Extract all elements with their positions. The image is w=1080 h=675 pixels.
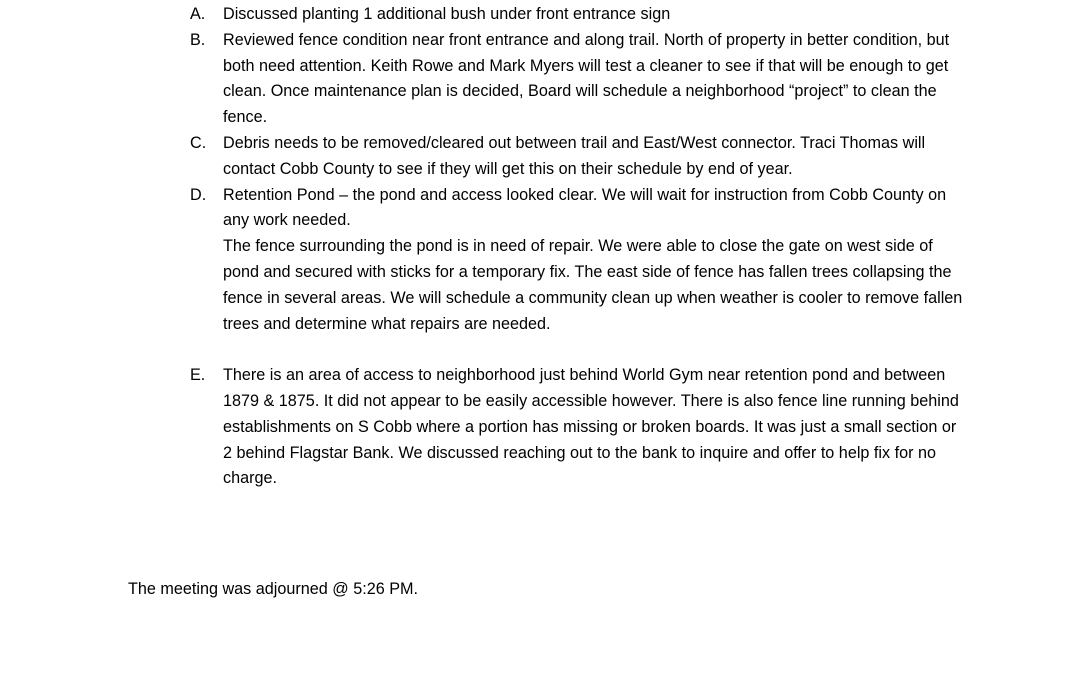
item-text: Discussed planting 1 additional bush under front entrance sign: [223, 5, 671, 23]
blank-line: [190, 337, 965, 363]
item-text-continued: The fence surrounding the pond is in need of repair. We were able to close the gate on west side of pond and secured with sticks for a temporary fix. The east side of fence has fallen trees collapsing the fence in several areas. We will schedule a community clean up when weather is cooler to remove fallen trees and determine what repairs are needed.: [223, 237, 963, 333]
item-text: Retention Pond – the pond and access looked clear. We will wait for instruction from Cobb County on any work needed.: [223, 185, 947, 230]
item-text: Debris needs to be removed/cleared out between trail and East/West connector. Traci Thomas will contact Cobb County to see if they will get this on their schedule by end of year.: [223, 133, 926, 178]
minutes-item-c: [190, 131, 965, 183]
item-letter: C.: [190, 133, 207, 152]
item-letter: E.: [190, 366, 206, 385]
minutes-item-b: [190, 28, 965, 131]
item-text: Reviewed fence condition near front entrance and along trail. North of property in better condition, but both need attention. Keith Rowe and Mark Myers will test a cleaner to see if that will be enough to get clean. Once maintenance plan is decided, Board will schedule a neighborhood “project” to clean the fence.: [223, 30, 950, 127]
minutes-item-a: [190, 2, 965, 28]
minutes-item-d: [190, 183, 965, 338]
item-letter: A.: [190, 5, 206, 23]
item-letter: B.: [190, 30, 206, 49]
adjournment-statement: The meeting was adjourned @ 5:26 PM.: [128, 580, 418, 598]
minutes-item-list: [190, 2, 965, 492]
item-text: There is an area of access to neighborhood just behind World Gym near retention pond and between 1879 & 1875. It did not appear to be easily accessible however. There is also fence line running behind establishments on S Cobb where a portion has missing or broken boards. It was just a small section or 2 behind Flagstar Bank. We discussed reaching out to the bank to inquire and offer to help fix for no charge.: [223, 366, 959, 488]
item-letter: D.: [190, 185, 207, 204]
minutes-item-e: [190, 363, 965, 492]
